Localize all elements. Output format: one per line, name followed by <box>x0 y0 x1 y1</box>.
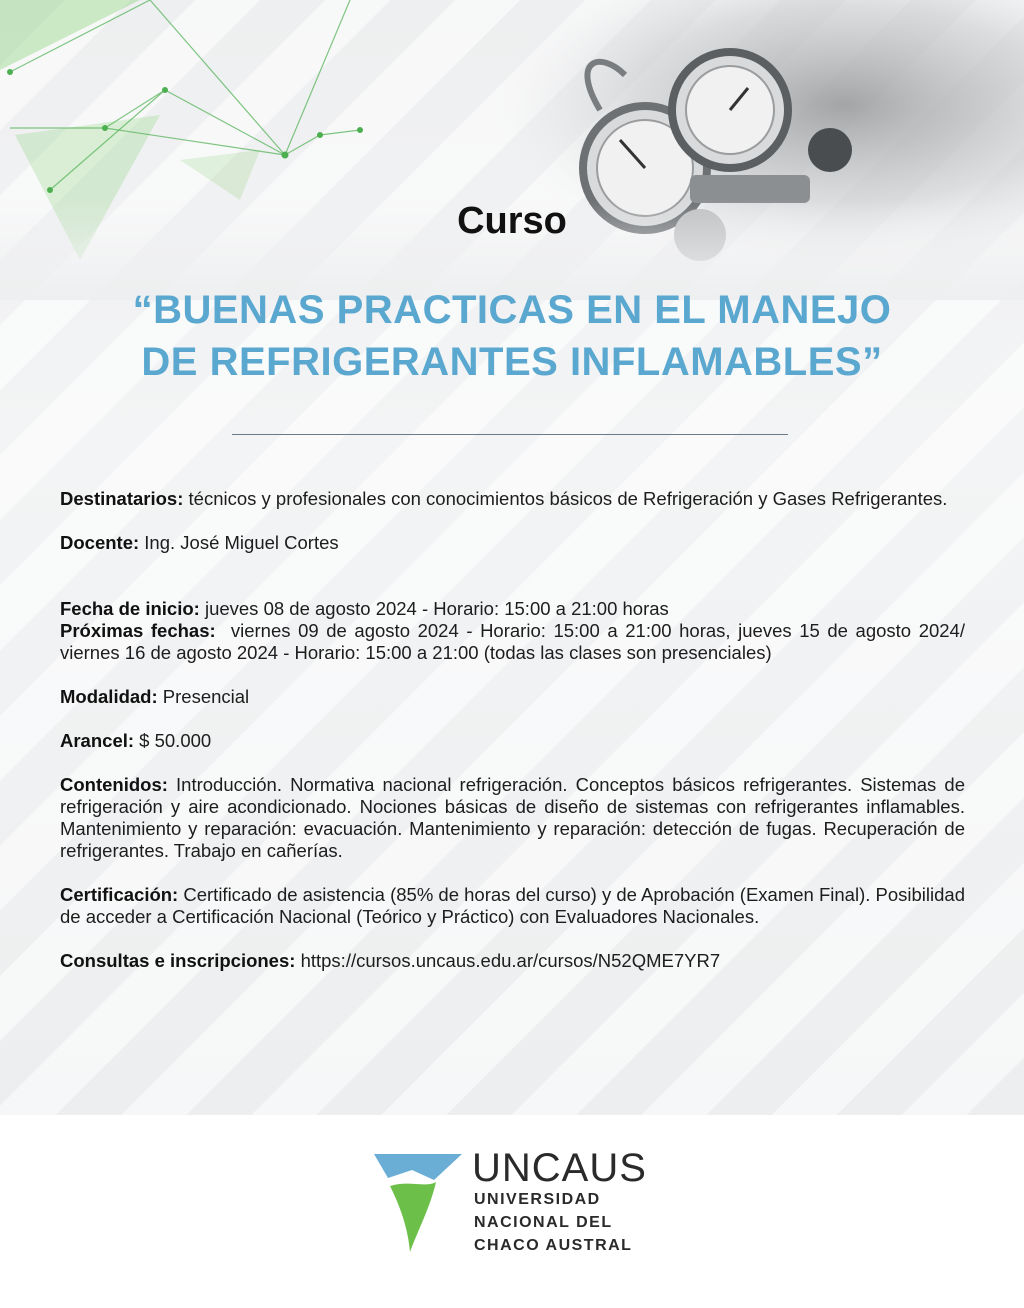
arancel-text: $ 50.000 <box>134 730 212 751</box>
logo-subtitle <box>474 1188 632 1257</box>
course-title <box>60 284 964 388</box>
certificacion-text: Certificado de asistencia (85% de horas del curso) y de Aprobación (Examen Final). Posibilidad de acceder a Certificación Nacional (Teórico y Práctico) con Evaluadores Nacionales. <box>60 884 965 927</box>
destinatarios-label: Destinatarios: <box>60 488 184 509</box>
fecha-inicio-text: jueves 08 de agosto 2024 - Horario: 15:00 a 21:00 horas <box>199 598 669 619</box>
proximas-fechas-text: viernes 09 de agosto 2024 - Horario: 15:00 a 21:00 horas, jueves 15 de agosto 2024/ viernes 16 de agosto 2024 - Horario: 15:00 a 21:00 (todas las clases son presenciales) <box>60 620 971 663</box>
consultas-link[interactable]: https://cursos.uncaus.edu.ar/cursos/N52QME7YR7 <box>295 950 721 971</box>
logo-subtitle-line-1: UNIVERSIDAD <box>474 1191 601 1208</box>
contenidos-label: Contenidos: <box>60 774 168 795</box>
modalidad-paragraph <box>60 686 965 708</box>
divider <box>232 434 788 435</box>
destinatarios-text: técnicos y profesionales con conocimientos básicos de Refrigeración y Gases Refrigerantes. <box>183 488 948 509</box>
course-title-line-2: DE REFRIGERANTES INFLAMABLES” <box>141 340 883 384</box>
logo-subtitle-line-2: NACIONAL DEL <box>474 1214 613 1231</box>
proximas-fechas-paragraph <box>60 620 971 664</box>
proximas-fechas-label: Próximas fechas: <box>60 620 216 641</box>
docente-paragraph <box>60 532 965 554</box>
logo-subtitle-line-3: CHACO AUSTRAL <box>474 1237 633 1254</box>
docente-text: Ing. José Miguel Cortes <box>139 532 339 553</box>
modalidad-label: Modalidad: <box>60 686 158 707</box>
uncaus-logo-icon <box>374 1152 466 1254</box>
arancel-label: Arancel: <box>60 730 135 751</box>
consultas-label: Consultas e inscripciones: <box>60 950 296 971</box>
arancel-paragraph <box>60 730 965 752</box>
gauge-right-icon <box>672 52 788 168</box>
gauges-photo-decoration <box>0 0 1024 300</box>
modalidad-text: Presencial <box>157 686 250 707</box>
course-heading: Curso <box>457 200 567 242</box>
course-info <box>60 488 971 972</box>
course-title-line-1: “BUENAS PRACTICAS EN EL MANEJO <box>132 288 892 332</box>
contenidos-text: Introducción. Normativa nacional refrigeración. Conceptos básicos refrigerantes. Sistemas de refrigeración y aire acondicionado. Nociones básicas de diseño de sistemas con refrigerantes inflamables. Mantenimiento y reparación: evacuación. Mantenimiento y reparación: detección de fugas. Recuperación de refrigerantes. Trabajo en cañerías. <box>60 774 965 861</box>
fecha-inicio-paragraph <box>60 598 965 620</box>
consultas-paragraph <box>60 950 965 972</box>
destinatarios-paragraph <box>60 488 965 510</box>
fecha-inicio-label: Fecha de inicio: <box>60 598 200 619</box>
certificacion-paragraph <box>60 884 965 928</box>
logo-name: UNCAUS <box>472 1146 647 1190</box>
docente-label: Docente: <box>60 532 140 553</box>
certificacion-label: Certificación: <box>60 884 179 905</box>
contenidos-paragraph <box>60 774 965 862</box>
